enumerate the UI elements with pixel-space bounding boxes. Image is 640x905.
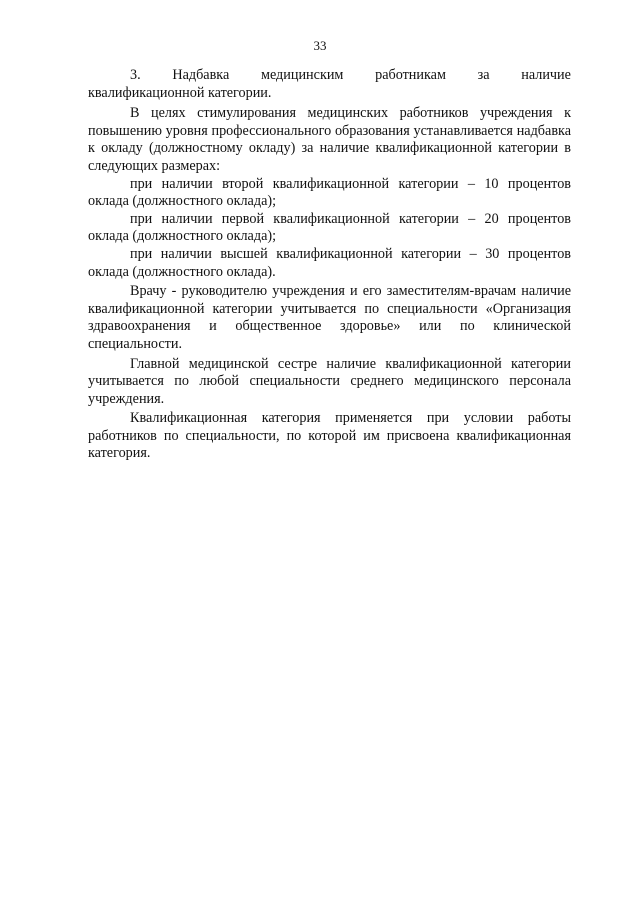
heading-word: Надбавка — [172, 67, 230, 83]
paragraph-first-category: при наличии первой квалификационной категории – 20 процентов оклада (должностного оклада); — [88, 210, 571, 245]
paragraph-applicability: Квалификационная категория применяется при условии работы работников по специальности, по которой им присвоена квалификационная категория. — [88, 410, 571, 462]
heading-word: медицинским — [260, 67, 344, 83]
section-heading-continuation: квалификационной категории. — [88, 84, 272, 101]
paragraph-highest-category: при наличии высшей квалификационной категории – 30 процентов оклада (должностного оклада). — [88, 245, 571, 280]
section-heading — [88, 67, 571, 85]
heading-word: наличие — [521, 67, 571, 83]
heading-word: работникам — [375, 67, 446, 83]
paragraph-second-category: при наличии второй квалификационной категории – 10 процентов оклада (должностного оклада); — [88, 175, 571, 210]
heading-word: 3. — [130, 67, 141, 83]
document-body — [88, 67, 571, 463]
page-number: 33 — [313, 38, 327, 53]
heading-word: за — [477, 67, 490, 83]
paragraph-purpose: В целях стимулирования медицинских работников учреждения к повышению уровня профессионального образования устанавливается надбавка к окладу (должностному окладу) за наличие квалификационной категории в следующих размерах: — [88, 105, 571, 174]
paragraph-head-nurse: Главной медицинской сестре наличие квалификационной категории учитывается по любой специальности среднего медицинского персонала учреждения. — [88, 355, 571, 407]
paragraph-chief-doctor: Врачу - руководителю учреждения и его заместителям-врачам наличие квалификационной категории учитывается по специальности «Организация здравоохранения и общественное здоровье» или по клинической специальности. — [88, 283, 571, 352]
